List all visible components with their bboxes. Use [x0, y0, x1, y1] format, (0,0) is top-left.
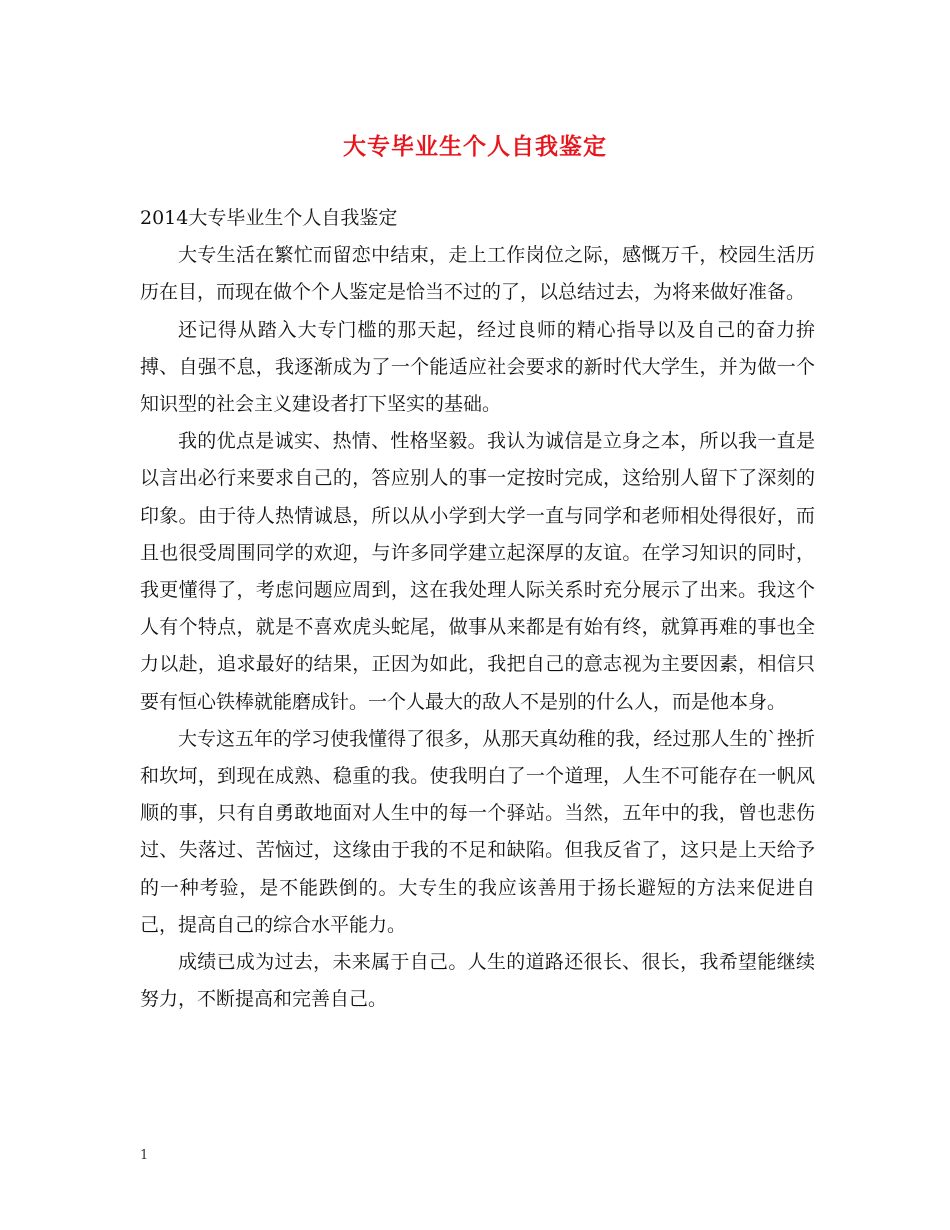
page-number: 1: [140, 1148, 149, 1163]
document-title: 大专毕业生个人自我鉴定: [343, 134, 607, 160]
paragraph-5: 成绩已成为过去，未来属于自己。人生的道路还很长、很长，我希望能继续努力，不断提高和完善自己。: [140, 951, 815, 1011]
paragraph-1: 大专生活在繁忙而留恋中结束，走上工作岗位之际，感慨万千，校园生活历历在目，而现在做个个人鉴定是恰当不过的了，以总结过去，为将来做好准备。: [140, 244, 815, 304]
paragraph-2: 还记得从踏入大专门槛的那天起，经过良师的精心指导以及自己的奋力拚搏、自强不息，我逐渐成为了一个能适应社会要求的新时代大学生，并为做一个知识型的社会主义建设者打下坚实的基础。: [140, 318, 815, 416]
document-subtitle: 2014大专毕业生个人自我鉴定: [140, 207, 398, 229]
paragraph-4: 大专这五年的学习使我懂得了很多，从那天真幼稚的我，经过那人生的`挫折和坎坷，到现在成熟、稳重的我。使我明白了一个道理，人生不可能存在一帆风顺的事，只有自勇敢地面对人生中的每一个驿站。当然，五年中的我，曾也悲伤过、失落过、苦恼过，这缘由于我的不足和缺陷。但我反省了，这只是上天给予的一种考验，是不能跌倒的。大专生的我应该善用于扬长避短的方法来促进自己，提高自己的综合水平能力。: [140, 727, 815, 936]
paragraph-3: 我的优点是诚实、热情、性格坚毅。我认为诚信是立身之本，所以我一直是以言出必行来要求自己的，答应别人的事一定按时完成，这给别人留下了深刻的印象。由于待人热情诚恳，所以从小学到大学一直与同学和老师相处得很好，而且也很受周围同学的欢迎，与许多同学建立起深厚的友谊。在学习知识的同时，我更懂得了，考虑问题应周到，这在我处理人际关系时充分展示了出来。我这个人有个特点，就是不喜欢虎头蛇尾，做事从来都是有始有终，就算再难的事也全力以赴，追求最好的结果，正因为如此，我把自己的意志视为主要因素，相信只要有恒心铁棒就能磨成针。一个人最大的敌人不是别的什么人，而是他本身。: [140, 430, 815, 713]
document-body: [140, 200, 815, 1018]
